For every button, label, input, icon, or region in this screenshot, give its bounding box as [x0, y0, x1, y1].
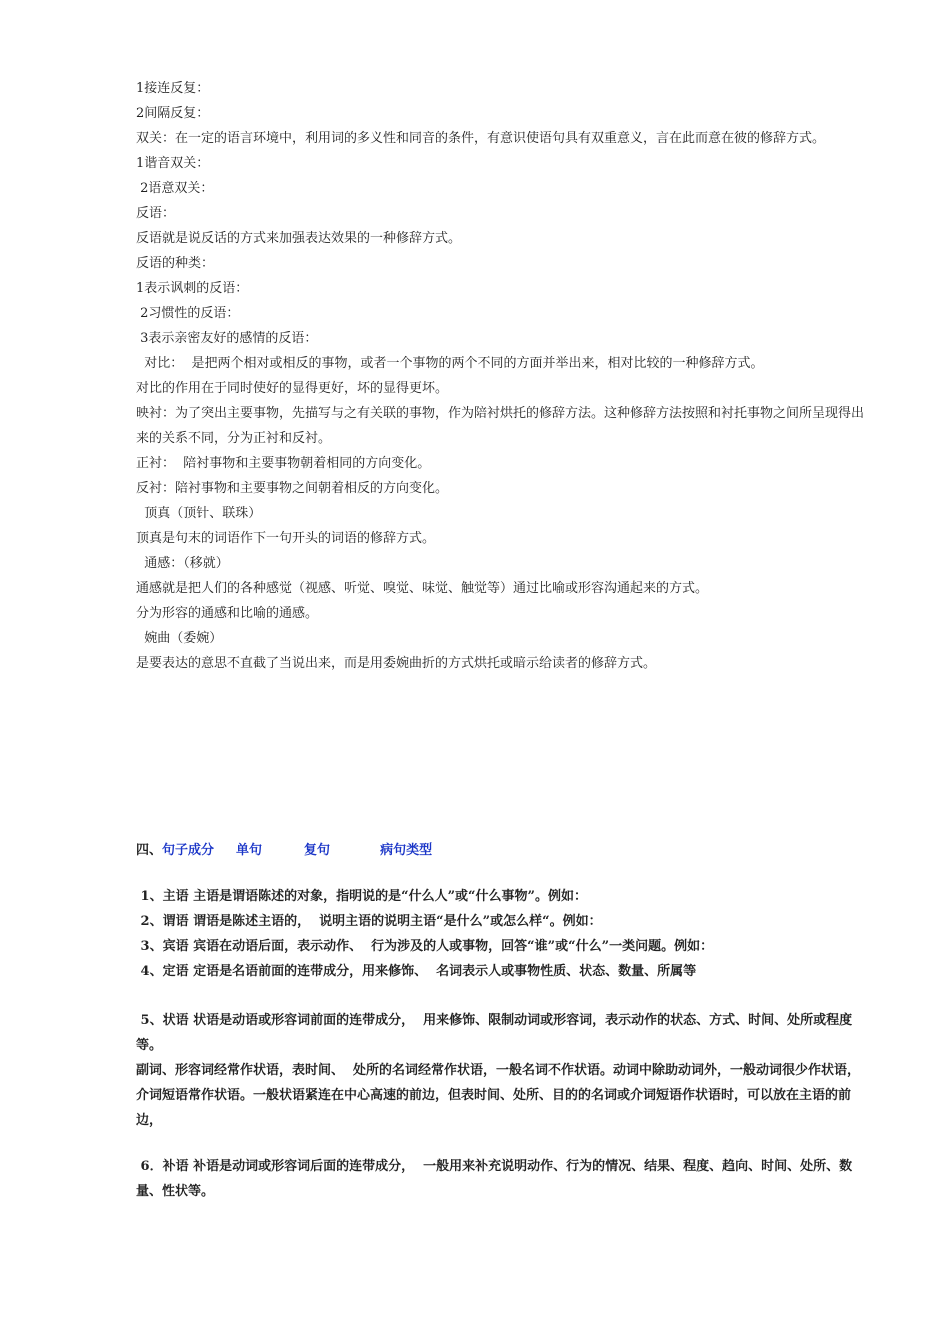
rhetoric-section	[136, 76, 866, 676]
text-line: 1谐音双关：	[136, 156, 210, 171]
text-line: 2间隔反复：	[136, 106, 210, 121]
text-line: 通感就是把人们的各种感觉（视感、听觉、嗅觉、味觉、触觉等）通过比喻或形容沟通起来的方式。	[136, 581, 709, 596]
text-line: 对比： 是把两个相对或相反的事物，或者一个事物的两个不同的方面并举出来，相对比较的一种修辞方式。	[136, 356, 764, 371]
heading-link-simple-sentence[interactable]: 单句	[236, 843, 263, 858]
text-line: 反语就是说反话的方式来加强表达效果的一种修辞方式。	[136, 231, 462, 246]
text-line: 反语的种类：	[136, 256, 215, 271]
heading-prefix: 四、	[136, 843, 163, 858]
sentence-components-list	[136, 884, 866, 984]
heading-link-complex-sentence[interactable]: 复句	[304, 843, 331, 858]
text-line: 顶真是句末的词语作下一句开头的词语的修辞方式。	[136, 531, 436, 546]
text-line: 2语意双关：	[136, 181, 214, 196]
list-item: 4、定语 定语是名语前面的连带成分，用来修饰、 名词表示人或事物性质、状态、数量、所属等	[136, 964, 697, 979]
text-line: 1表示讽刺的反语：	[136, 281, 249, 296]
list-item: 3、宾语 宾语在动语后面，表示动作、 行为涉及的人或事物，回答“谁”或“什么”一类问题。例如：	[136, 939, 714, 954]
text-line: 是要表达的意思不直截了当说出来，而是用委婉曲折的方式烘托或暗示给读者的修辞方式。	[136, 656, 657, 671]
text-line: 3表示亲密友好的感情的反语：	[136, 331, 318, 346]
text-line: 双关：在一定的语言环境中，利用词的多义性和同音的条件，有意识使语句具有双重意义，言在此而意在彼的修辞方式。	[136, 131, 826, 146]
list-item: 2、谓语 谓语是陈述主语的， 说明主语的说明主语“是什么”或怎么样“。例如：	[136, 914, 602, 929]
list-item: 1、主语 主语是谓语陈述的对象，指明说的是“什么人”或“什么事物”。例如：	[136, 889, 588, 904]
text-line: 映衬：为了突出主要事物，先描写与之有关联的事物，作为陪衬烘托的修辞方法。这种修辞方法按照和衬托事物之间所呈现得出来的关系不同，分为正衬和反衬。	[136, 406, 865, 446]
text-line: 婉曲（委婉）	[136, 631, 223, 646]
section-heading	[136, 838, 432, 864]
complement-section	[136, 1154, 866, 1204]
text-line: 顶真（顶针、联珠）	[136, 506, 262, 521]
text-line: 1接连反复：	[136, 81, 210, 96]
list-item: 5、状语 状语是动语或形容词前面的连带成分， 用来修饰、限制动词或形容词，表示动作的状态、方式、时间、处所或程度等。	[136, 1013, 853, 1053]
heading-link-faulty-sentence-types[interactable]: 病句类型	[380, 843, 433, 858]
text-line: 对比的作用在于同时使好的显得更好，坏的显得更坏。	[136, 381, 449, 396]
text-line: 2习惯性的反语：	[136, 306, 240, 321]
text-line: 通感：（移就）	[136, 556, 229, 571]
text-line: 反语：	[136, 206, 176, 221]
text-line: 正衬： 陪衬事物和主要事物朝着相同的方向变化。	[136, 456, 431, 471]
text-line: 分为形容的通感和比喻的通感。	[136, 606, 319, 621]
text-line: 反衬：陪衬事物和主要事物之间朝着相反的方向变化。	[136, 481, 449, 496]
heading-link-sentence-components[interactable]: 句子成分	[162, 843, 215, 858]
paragraph: 副词、形容词经常作状语，表时间、 处所的名词经常作状语，一般名词不作状语。动词中除助动词外，一般动词很少作状语，介词短语常作状语。一般状语紧连在中心高速的前边，但表时间、处所、目的的名词或介词短语作状语时，可以放在主语的前边，	[136, 1063, 861, 1128]
list-item: 6．补语 补语是动词或形容词后面的连带成分， 一般用来补充说明动作、行为的情况、结果、程度、趋向、时间、处所、数量、性状等。	[136, 1159, 853, 1199]
adverbial-section	[136, 1008, 866, 1133]
